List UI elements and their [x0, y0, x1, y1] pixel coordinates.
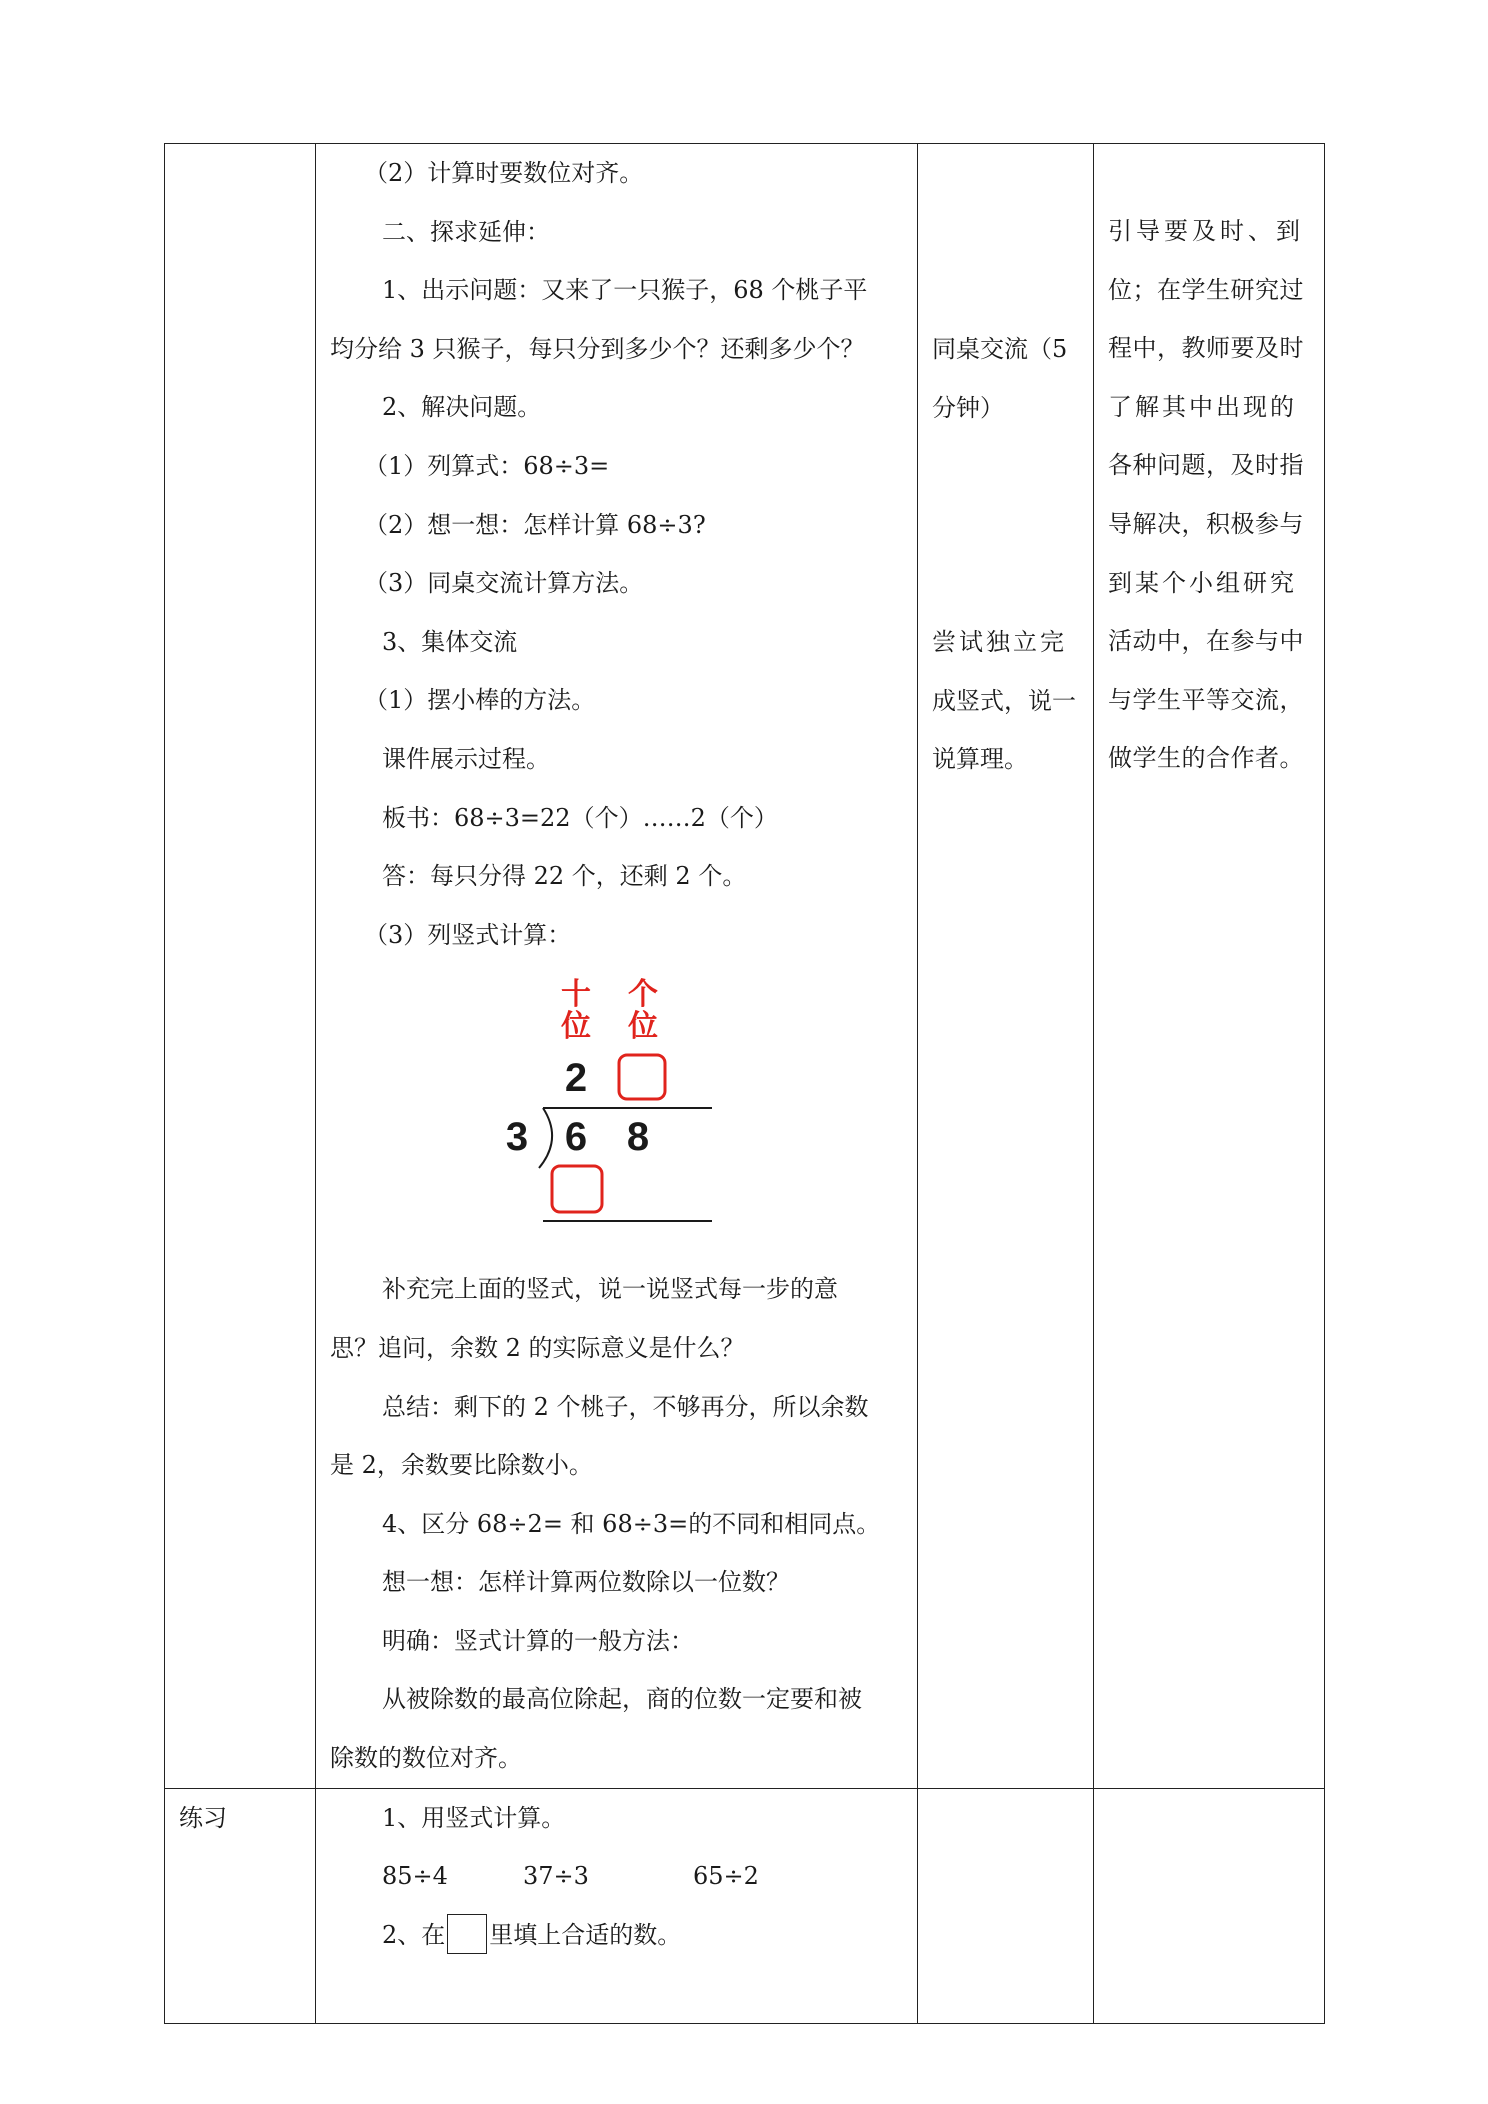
intent-line: 与学生平等交流，: [1108, 685, 1304, 714]
stage-cell: [165, 144, 316, 1789]
product-blank-box: [552, 1166, 602, 1212]
intent-line: 到某个小组研究: [1108, 568, 1297, 597]
activity-line: 分钟）: [932, 393, 1004, 422]
content-line: 二、探求延伸：: [382, 217, 550, 246]
intent-line: 各种问题，及时指: [1108, 451, 1304, 480]
dividend-ones-digit: 8: [626, 1115, 650, 1160]
dividend-tens-digit: 6: [564, 1115, 588, 1160]
tens-label-bottom: 位: [561, 1010, 591, 1044]
calc-item: 85÷4: [382, 1862, 448, 1891]
student-activity-cell: [918, 144, 1094, 1789]
fill-instruction-post: 里填上合适的数。: [489, 1920, 682, 1949]
intent-line: 位；在学生研究过: [1108, 275, 1304, 304]
calc-item: 37÷3: [523, 1862, 589, 1891]
content-line: （3）列竖式计算：: [364, 920, 572, 949]
calc-item: 65÷2: [693, 1862, 759, 1891]
intent-line: 导解决，积极参与: [1108, 509, 1304, 538]
content-line: （1）列算式：68÷3=: [364, 451, 610, 480]
content-line: 4、区分 68÷2= 和 68÷3=的不同和相同点。: [382, 1509, 881, 1538]
content-line: （3）同桌交流计算方法。: [364, 569, 644, 598]
long-division-svg: [491, 964, 751, 1260]
content-line: 从被除数的最高位除起，商的位数一定要和被: [382, 1685, 862, 1714]
activity-line: 同桌交流（5: [932, 335, 1068, 363]
content-line: 答：每只分得 22 个，还剩 2 个。: [382, 862, 747, 891]
stage-cell: [165, 1788, 316, 2023]
content-line: 明确：竖式计算的一般方法：: [382, 1626, 694, 1655]
practice-line: [316, 1906, 917, 1965]
intent-line: 引导要及时、到: [1108, 217, 1304, 245]
long-division-figure: [316, 964, 917, 1260]
table-row: [165, 1788, 1325, 2023]
content-line: 总结：剩下的 2 个桃子，不够再分，所以余数: [382, 1392, 869, 1421]
content-line: 是 2，余数要比除数小。: [330, 1451, 593, 1480]
content-line: 2、解决问题。: [382, 393, 542, 422]
content-line: 想一想：怎样计算两位数除以一位数？: [382, 1568, 790, 1597]
intent-line: 了解其中出现的: [1108, 392, 1297, 421]
ones-label-top: 个: [628, 978, 658, 1012]
activity-line: 尝试独立完: [932, 628, 1067, 657]
content-line: 补充完上面的竖式，说一说竖式每一步的意: [382, 1275, 838, 1304]
lesson-plan-table: [164, 143, 1325, 2024]
intent-line: 程中，教师要及时: [1108, 334, 1304, 363]
intent-line: 做学生的合作者。: [1108, 744, 1304, 773]
content-line: （2）计算时要数位对齐。: [364, 159, 644, 187]
content-line: （1）摆小棒的方法。: [364, 686, 596, 715]
teaching-content-cell: [316, 144, 918, 1789]
quotient-ones-blank-box: [619, 1055, 665, 1099]
content-line: 3、集体交流: [382, 627, 518, 656]
stage-label: 练习: [179, 1803, 227, 1832]
blank-box-icon: [447, 1914, 487, 1954]
content-line: 板书：68÷3=22（个）……2（个）: [382, 803, 778, 832]
content-line: （2）想一想：怎样计算 68÷3?: [364, 510, 706, 539]
content-line: 除数的数位对齐。: [330, 1744, 522, 1773]
practice-line: 1、用竖式计算。: [382, 1803, 566, 1832]
student-activity-cell: [918, 1788, 1094, 2023]
practice-content-cell: [316, 1788, 918, 2023]
activity-line: 成竖式，说一: [932, 686, 1076, 715]
practice-calc-line: [316, 1847, 917, 1906]
content-line: 思？追问，余数 2 的实际意义是什么？: [330, 1333, 745, 1362]
intent-line: 活动中，在参与中: [1108, 627, 1304, 656]
table-row: [165, 144, 1325, 1789]
ones-label-bottom: 位: [628, 1010, 658, 1044]
tens-label-top: 十: [561, 978, 591, 1012]
fill-instruction-pre: 2、在: [382, 1920, 446, 1949]
design-intent-cell: [1094, 144, 1325, 1789]
design-intent-cell: [1094, 1788, 1325, 2023]
divisor-digit: 3: [505, 1115, 529, 1160]
division-bracket: [539, 1108, 552, 1168]
content-line: 均分给 3 只猴子，每只分到多少个？还剩多少个？: [330, 334, 865, 363]
quotient-tens-digit: 2: [564, 1056, 588, 1101]
activity-line: 说算理。: [932, 745, 1028, 774]
content-line: 课件展示过程。: [382, 744, 550, 773]
content-line: 1、出示问题：又来了一只猴子，68 个桃子平: [382, 276, 868, 305]
